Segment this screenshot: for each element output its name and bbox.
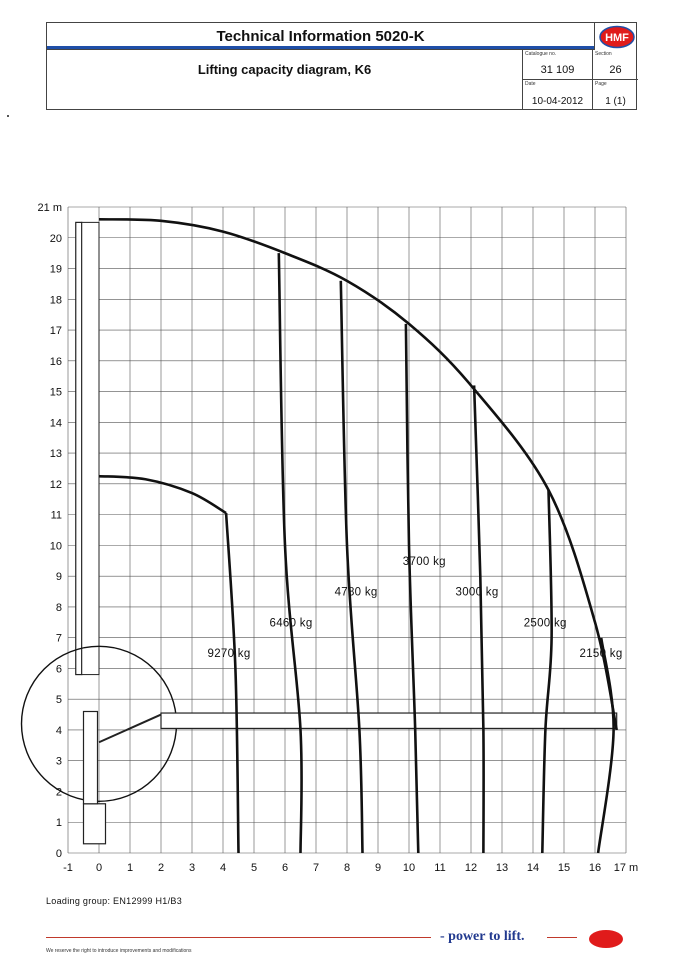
y-tick-label: 9 (55, 571, 62, 584)
y-tick-label: 18 (49, 294, 62, 307)
x-tick-label: 4 (219, 862, 227, 874)
x-tick-label: 9 (374, 862, 382, 874)
x-tick-label: 6 (281, 862, 289, 874)
x-tick-label: 7 (312, 862, 320, 874)
capacity-curve (341, 281, 363, 853)
boom-section (82, 222, 99, 674)
y-tick-label: 10 (49, 540, 62, 553)
x-tick-label: -1 (63, 862, 73, 874)
stray-dot (7, 115, 9, 117)
title-blue-rule (47, 46, 594, 49)
date-value: 10-04-2012 (531, 96, 584, 107)
y-tick-label: 20 (49, 232, 62, 245)
y-tick-label: 11 (50, 509, 62, 522)
capacity-label: 2500 kg (523, 617, 567, 630)
footer-rule (46, 937, 431, 938)
chart-labels (38, 202, 639, 874)
boom-section (76, 222, 82, 674)
inner-reach-envelope (99, 476, 226, 513)
x-tick-label: 16 (588, 862, 602, 874)
capacity-curve (474, 385, 484, 853)
catalogue-label: Catalogue no. (525, 51, 557, 57)
x-tick-label: 17 m (613, 862, 639, 874)
y-tick-label: 14 (49, 417, 62, 430)
logo-text: HMF (604, 31, 629, 44)
y-tick-label: 17 (49, 325, 62, 338)
page-value: 1 (1) (605, 96, 626, 107)
section-label: Section (595, 51, 612, 57)
capacity-curve (542, 490, 551, 853)
crane-drawing (22, 222, 617, 843)
x-tick-label: 13 (495, 862, 509, 874)
x-tick-label: 12 (464, 862, 478, 874)
y-tick-label: 13 (49, 448, 62, 461)
y-tick-label: 2 (55, 786, 62, 799)
x-tick-label: 2 (157, 862, 165, 874)
footer-disclaimer: We reserve the right to introduce improvements and modifications (46, 948, 192, 954)
y-tick-label: 19 (49, 263, 62, 276)
capacity-curve (226, 513, 238, 853)
document-header (46, 22, 637, 110)
page-label: Page (595, 81, 607, 87)
section-number: 26 (609, 64, 622, 76)
capacity-curve (406, 324, 418, 853)
capacity-label: 4780 kg (334, 586, 378, 599)
x-tick-label: 5 (250, 862, 258, 874)
y-tick-label: 7 (55, 632, 62, 645)
x-tick-label: 3 (188, 862, 196, 874)
y-tick-label: 1 (55, 817, 62, 830)
capacity-label: 2150 kg (579, 648, 623, 661)
y-tick-label: 12 (49, 478, 62, 491)
hmf-logo (595, 23, 638, 50)
catalogue-cell (523, 50, 593, 80)
page-cell (593, 80, 638, 110)
crane-column (84, 711, 98, 803)
y-tick-label: 21 m (37, 202, 62, 214)
y-tick-label: 8 (55, 601, 62, 614)
slogan: - power to lift. (440, 929, 525, 944)
loading-group: Loading group: EN12999 H1/B3 (46, 896, 182, 906)
x-tick-label: 1 (126, 862, 134, 874)
y-tick-label: 4 (55, 724, 62, 737)
capacity-label: 6460 kg (269, 617, 313, 630)
footer-logo-dot (589, 930, 623, 948)
footer-rule-short (547, 937, 577, 938)
crane-base (84, 804, 106, 844)
x-tick-label: 15 (557, 862, 571, 874)
capacity-label: 3000 kg (455, 586, 499, 599)
y-tick-label: 6 (55, 663, 62, 676)
x-tick-label: 11 (434, 862, 446, 874)
y-tick-label: 16 (49, 355, 62, 368)
capacity-curve (279, 253, 302, 853)
capacity-curves (99, 219, 617, 853)
document-title: Technical Information 5020-K (216, 28, 425, 45)
date-label: Date (525, 81, 536, 87)
capacity-label: 9270 kg (207, 648, 251, 661)
x-tick-label: 8 (343, 862, 351, 874)
catalogue-number: 31 109 (540, 64, 575, 76)
y-tick-label: 3 (55, 755, 62, 768)
y-tick-label: 0 (55, 848, 62, 860)
lifting-capacity-chart (0, 190, 679, 880)
x-tick-label: 10 (402, 862, 416, 874)
y-tick-label: 5 (55, 694, 62, 707)
date-cell (523, 80, 593, 110)
capacity-label: 3700 kg (402, 555, 446, 568)
x-tick-label: 0 (95, 862, 103, 874)
document-subtitle: Lifting capacity diagram, K6 (47, 50, 523, 110)
title-row (47, 23, 595, 50)
outer-reach-envelope (99, 219, 617, 730)
horizontal-boom (161, 713, 617, 728)
y-tick-label: 15 (49, 386, 62, 399)
x-tick-label: 14 (526, 862, 540, 874)
section-cell (593, 50, 638, 80)
